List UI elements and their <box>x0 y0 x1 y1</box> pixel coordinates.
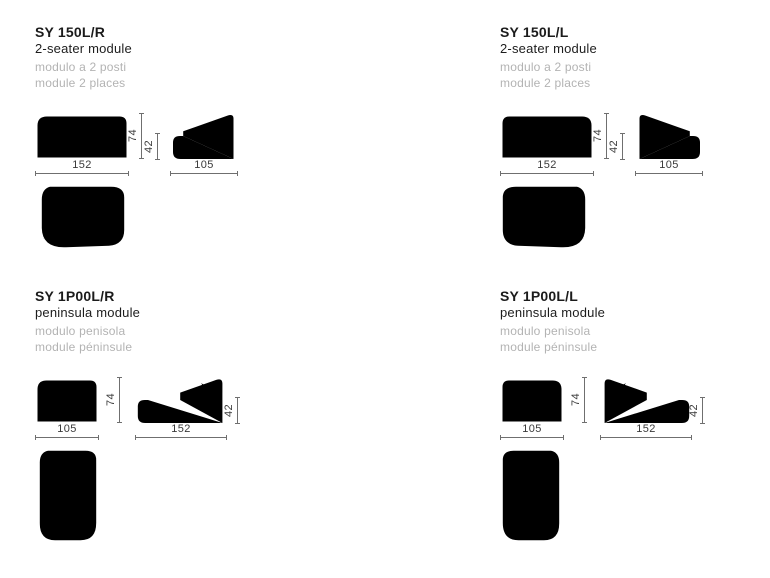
side-elevation-drawing <box>600 376 692 424</box>
dimension-line <box>141 113 142 159</box>
module-code: SY 1P00L/R <box>35 288 115 304</box>
height-dimension-value: 74 <box>105 393 117 407</box>
depth-dimension-value: 152 <box>636 423 656 435</box>
width-dimension-value: 105 <box>57 423 77 435</box>
depth-dimension-value: 105 <box>194 159 214 171</box>
front-elevation-drawing <box>500 376 564 424</box>
height-dimension <box>570 377 585 423</box>
module-panel-sy150lr <box>35 20 335 270</box>
dimension-line <box>237 397 238 424</box>
top-plan-drawing <box>500 448 564 543</box>
dimension-line <box>135 437 227 438</box>
depth-dimension <box>600 423 692 438</box>
seat-height-dimension <box>688 397 703 424</box>
dimension-line <box>119 377 120 423</box>
module-code: SY 150L/L <box>500 24 569 40</box>
height-dimension-value: 74 <box>592 129 604 143</box>
top-plan-drawing <box>35 448 99 543</box>
depth-dimension <box>170 159 238 174</box>
dimension-line <box>500 173 594 174</box>
dimension-line <box>170 173 238 174</box>
width-dimension <box>35 423 99 438</box>
module-name-it: modulo a 2 posti <box>500 60 592 74</box>
seat-height-dimension <box>223 397 238 424</box>
module-name-fr: module 2 places <box>500 76 591 90</box>
dimension-line <box>622 133 623 160</box>
width-dimension-value: 152 <box>537 159 557 171</box>
module-name-en: 2-seater module <box>500 41 597 56</box>
width-dimension <box>35 159 129 174</box>
depth-dimension <box>635 159 703 174</box>
module-panel-sy150ll <box>500 20 762 270</box>
depth-dimension <box>135 423 227 438</box>
front-elevation-drawing <box>35 376 99 424</box>
seat-height-dimension-value: 42 <box>608 139 620 154</box>
dimension-line <box>635 173 703 174</box>
module-name-fr: module 2 places <box>35 76 126 90</box>
top-plan-drawing <box>35 184 127 251</box>
height-dimension <box>127 113 142 159</box>
dimension-line <box>35 437 99 438</box>
width-dimension <box>500 423 564 438</box>
front-elevation-drawing <box>35 112 129 160</box>
seat-height-dimension-value: 42 <box>143 139 155 154</box>
width-dimension-value: 152 <box>72 159 92 171</box>
dimension-line <box>35 173 129 174</box>
dimension-line <box>600 437 692 438</box>
module-name-en: peninsula module <box>500 305 606 320</box>
dimension-line <box>584 377 585 423</box>
dimension-line <box>702 397 703 424</box>
module-panel-sy1p00lr <box>35 284 335 564</box>
module-header <box>500 24 597 91</box>
module-name-fr: module péninsule <box>500 340 598 354</box>
dimension-line <box>606 113 607 159</box>
seat-height-dimension-value: 42 <box>223 403 235 418</box>
module-header <box>35 288 140 355</box>
height-dimension-value: 74 <box>127 129 139 143</box>
module-name-en: 2-seater module <box>35 41 132 56</box>
module-name-it: modulo penisola <box>500 324 591 338</box>
front-elevation-drawing <box>500 112 594 160</box>
depth-dimension-value: 105 <box>659 159 679 171</box>
module-code: SY 150L/R <box>35 24 106 40</box>
dimension-line <box>500 437 564 438</box>
module-name-it: modulo a 2 posti <box>35 60 127 74</box>
side-elevation-drawing <box>135 376 227 424</box>
height-dimension-value: 74 <box>570 393 582 407</box>
side-elevation-drawing <box>635 112 703 160</box>
dimension-line <box>157 133 158 160</box>
width-dimension-value: 105 <box>522 423 542 435</box>
seat-height-dimension <box>143 133 158 160</box>
module-code: SY 1P00L/L <box>500 288 579 304</box>
seat-height-dimension <box>608 133 623 160</box>
module-header <box>500 288 605 355</box>
seat-height-dimension-value: 42 <box>688 403 700 418</box>
height-dimension <box>592 113 607 159</box>
module-name-en: peninsula module <box>35 305 141 320</box>
module-header <box>35 24 132 91</box>
side-elevation-drawing <box>170 112 238 160</box>
module-name-fr: module péninsule <box>35 340 133 354</box>
height-dimension <box>105 377 120 423</box>
width-dimension <box>500 159 594 174</box>
module-name-it: modulo penisola <box>35 324 126 338</box>
module-panel-sy1p00ll <box>500 284 762 564</box>
top-plan-drawing <box>500 184 592 251</box>
depth-dimension-value: 152 <box>171 423 191 435</box>
